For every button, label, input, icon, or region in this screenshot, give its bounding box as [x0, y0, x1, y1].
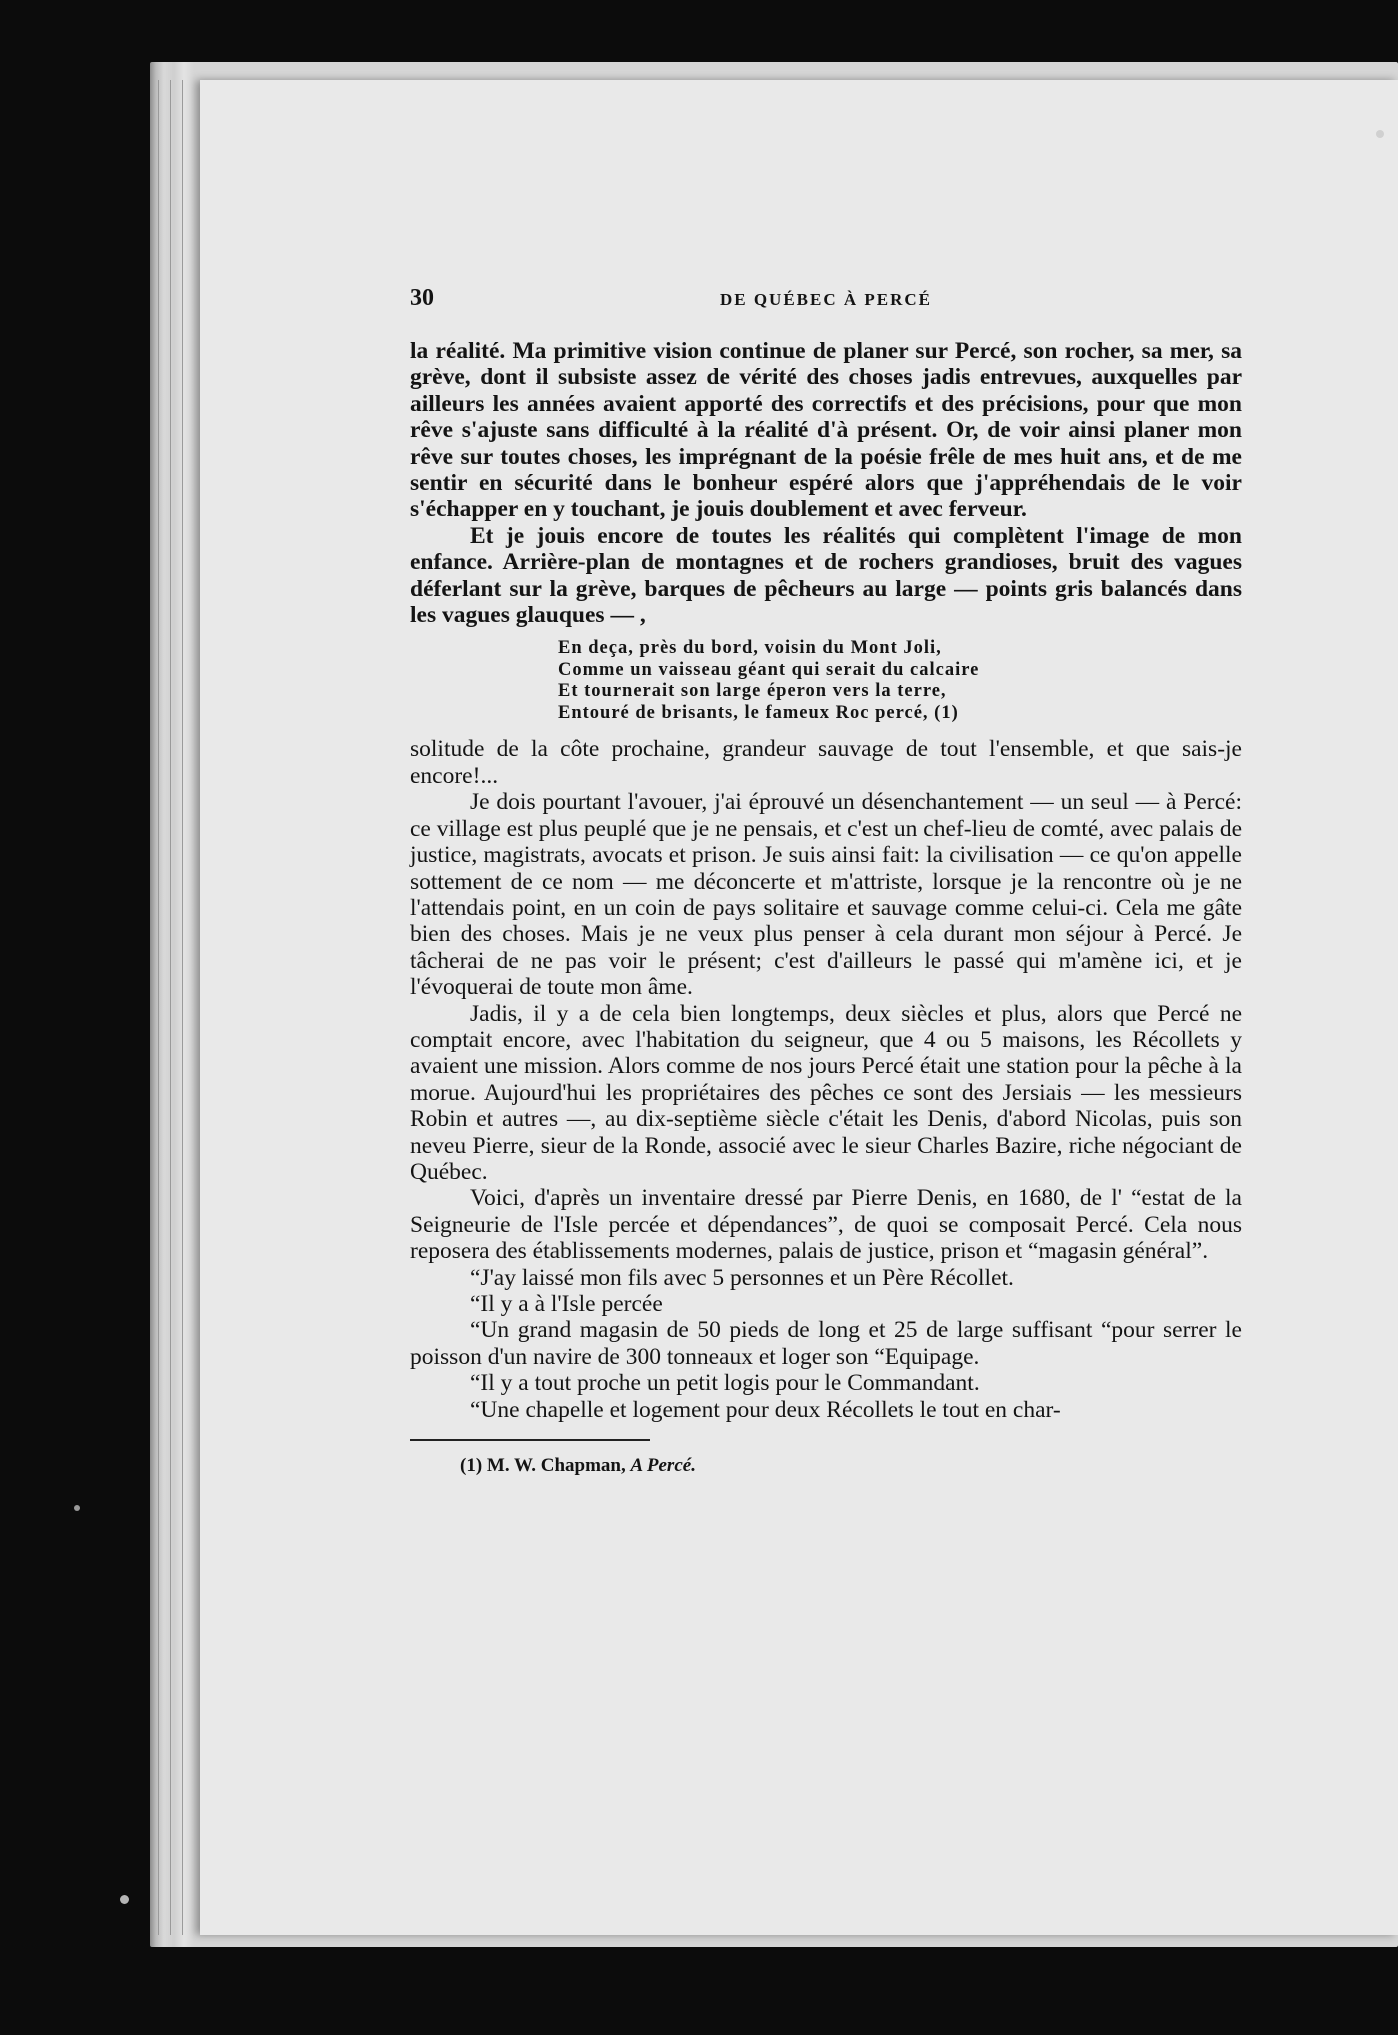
paragraph: “J'ay laissé mon fils avec 5 personnes et un Père Récollet.	[470, 1264, 1014, 1291]
verse-line: En deça, près du bord, voisin du Mont Joli,	[558, 638, 942, 659]
footnote-rule	[410, 1439, 650, 1441]
page-edge-line	[182, 80, 183, 1935]
page-number: 30	[410, 285, 434, 311]
paragraph: la réalité. Ma primitive vision continue de planer sur Percé, son rocher, sa mer, sa grève, dont il subsiste assez de vérité des choses jadis entrevues, auxquelles par ailleurs les années avaient apporté des correctifs et des précisions, pour que mon rêve s'ajuste sans difficulté à la réalité d'à présent. Or, de voir ainsi planer mon rêve sur toutes choses, les imprégnant de la poésie frêle de mes huit ans, et de me sentir en sécurité dans le bonheur espéré alors que j'appréhendais de le voir s'échapper en y touchant, je jouis doublement et avec ferveur.	[410, 338, 1242, 523]
paragraph: Je dois pourtant l'avouer, j'ai éprouvé un désenchantement — un seul — à Percé: ce village est plus peuplé que je ne pensais, et c'est un chef-lieu de comté, avec palais de justice, magistrats, avocats et prison. Je suis ainsi fait: la civilisation — ce qu'on appelle sottement de ce nom — me déconcerte et m'attriste, lorsque je la rencontre où je ne l'attendais point, en un coin de pays solitaire et sauvage comme celui-ci. Cela me gâte bien des choses. Mais je ne veux plus penser à cela durant mon séjour à Percé. Je tâcherai de ne pas voir le présent; c'est d'ailleurs le passé qui m'amène ici, et je l'évoquerai de toute mon âme.	[410, 789, 1242, 1001]
footnote-title: A Percé.	[630, 1455, 696, 1477]
paragraph: “Un grand magasin de 50 pieds de long et 25 de large suffisant “pour serrer le poisson d'un navire de 300 tonneaux et loger son “Equipage.	[410, 1317, 1242, 1370]
page-edge-line	[158, 80, 159, 1935]
paragraph: Voici, d'après un inventaire dressé par Pierre Denis, en 1680, de l' “estat de la Seigneurie de l'Isle percée et dépendances”, de quoi se composait Percé. Cela nous reposera des établissements modernes, palais de justice, prison et “magasin général”.	[410, 1185, 1242, 1265]
paragraph: solitude de la côte prochaine, grandeur sauvage de tout l'ensemble, et que sais-je encore!...	[410, 736, 1242, 789]
scan-speck	[120, 1895, 129, 1904]
page-edge-line	[170, 80, 171, 1935]
verse-line: Entouré de brisants, le fameux Roc percé, (1)	[558, 702, 959, 723]
verse-quote	[558, 638, 1242, 724]
running-title: DE QUÉBEC À PERCÉ	[719, 290, 933, 309]
footnote-marker: (1)	[460, 1455, 483, 1477]
paragraph: Et je jouis encore de toutes les réalités qui complètent l'image de mon enfance. Arrière-plan de montagnes et de rochers grandioses, bruit des vagues déferlant sur la grève, barques de pêcheurs au large — points gris balancés dans les vagues glauques — ,	[410, 522, 1242, 629]
verse-line: Et tournerait son large éperon vers la terre,	[558, 681, 947, 702]
footnote	[460, 1455, 1242, 1477]
scan-speck	[74, 1505, 80, 1511]
paragraph: Jadis, il y a de cela bien longtemps, deux siècles et plus, alors que Percé ne comptait encore, avec l'habitation du seigneur, que 4 ou 5 maisons, les Récollets y avaient une mission. Alors comme de nos jours Percé était une station pour la pêche à la morue. Aujourd'hui les propriétaires des pêches ce sont des Jersiais — les messieurs Robin et autres —, au dix-septième siècle c'était les Denis, d'abord Nicolas, puis son neveu Pierre, sieur de la Ronde, associé avec le sieur Charles Bazire, riche négociant de Québec.	[410, 1000, 1242, 1185]
footnote-author: M. W. Chapman,	[486, 1455, 626, 1477]
paragraph: “Il y a à l'Isle percée	[470, 1291, 663, 1317]
scan-speck	[1376, 130, 1384, 138]
verse-line: Comme un vaisseau géant qui serait du calcaire	[558, 659, 980, 680]
paragraph: “Une chapelle et logement pour deux Récollets le tout en char-	[470, 1396, 1061, 1423]
paragraph: “Il y a tout proche un petit logis pour le Commandant.	[470, 1370, 980, 1397]
page-content	[410, 285, 1242, 1477]
page-header	[410, 285, 1242, 312]
